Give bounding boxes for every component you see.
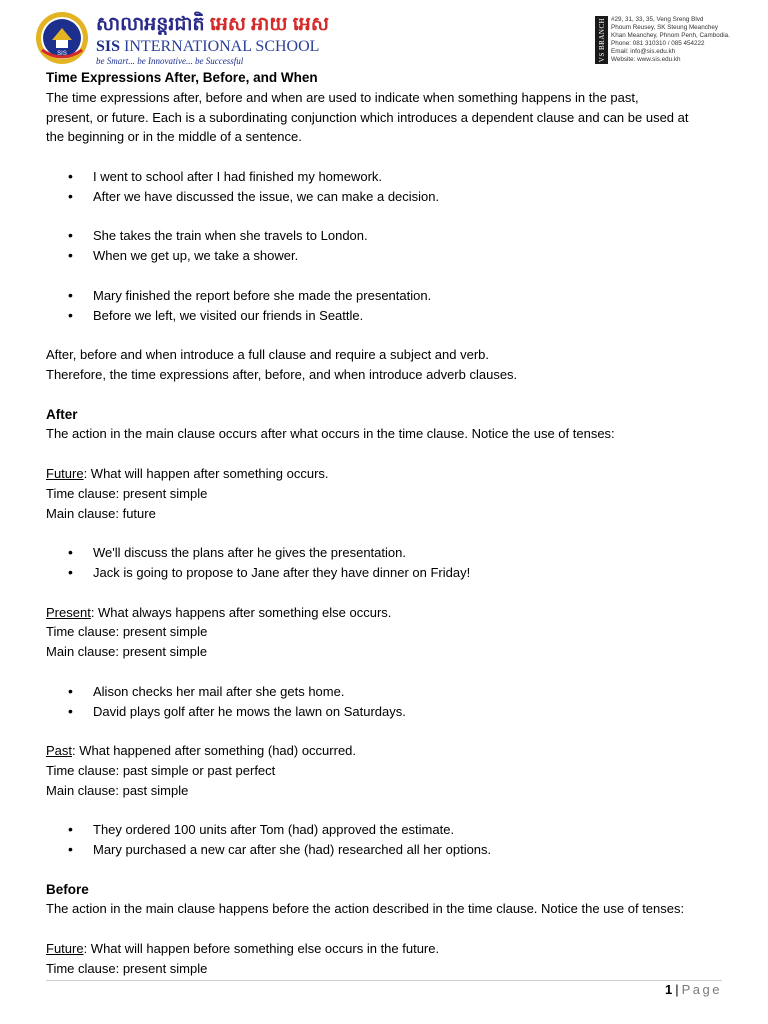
school-tagline: be Smart... be Innovative... be Successful <box>96 56 244 66</box>
time-clause: Time clause: past simple or past perfect <box>46 762 276 778</box>
intro-line: the beginning or in the middle of a sentence. <box>46 129 302 145</box>
tense-desc: : What will happen before something else occurs in the future. <box>83 941 440 957</box>
tense-present-after <box>46 603 736 623</box>
example-list <box>46 543 736 583</box>
tense-past-after <box>46 741 736 761</box>
section-intro-before: The action in the main clause happens before the action described in the time clause. Notice the use of tenses: <box>46 901 685 917</box>
summary-line: Therefore, the time expressions after, before, and when introduce adverb clauses. <box>46 366 518 382</box>
example-list-before <box>46 286 736 326</box>
list-item: • Before we left, we visited our friends in Seattle. <box>46 306 736 326</box>
tense-label: Past <box>46 743 73 759</box>
tense-future-after <box>46 464 736 484</box>
school-address <box>611 16 730 63</box>
list-item: • Alison checks her mail after she gets home. <box>46 682 736 702</box>
address-line: Khan Meanchey, Phnom Penh, Cambodia. <box>611 31 730 39</box>
time-clause: Time clause: present simple <box>46 624 208 640</box>
website-line: Website: www.sis.edu.kh <box>611 55 681 63</box>
main-clause: Main clause: present simple <box>46 644 208 660</box>
footer-separator: | <box>675 982 679 997</box>
tense-label: Future <box>46 941 84 957</box>
logo-center-text: SIS <box>57 51 67 57</box>
list-item: • We'll discuss the plans after he gives the presentation. <box>46 543 736 563</box>
list-item: • Mary finished the report before she made the presentation. <box>46 286 736 306</box>
list-item: • Jack is going to propose to Jane after they have dinner on Friday! <box>46 563 736 583</box>
example-list <box>46 820 736 860</box>
list-item: • She takes the train when she travels to London. <box>46 226 736 246</box>
phone-line: Phone: 081 310310 / 085 454222 <box>611 39 705 47</box>
khmer-name-sis: អេស អាយ អេស <box>209 14 329 35</box>
time-clause: Time clause: present simple <box>46 960 208 976</box>
time-clause: Time clause: present simple <box>46 485 208 501</box>
document-title: Time Expressions After, Before, and When <box>46 70 318 85</box>
school-name-rest: INTERNATIONAL SCHOOL <box>120 38 320 55</box>
school-name-block <box>96 14 329 66</box>
tense-desc: : What will happen after something occurs. <box>83 465 329 481</box>
page-word: Page <box>681 982 722 997</box>
list-item: • After we have discussed the issue, we can make a decision. <box>46 187 736 207</box>
list-item: • Mary purchased a new car after she (had) researched all her options. <box>46 840 736 860</box>
school-name <box>96 38 326 56</box>
tense-desc: : What always happens after something else occurs. <box>90 604 392 620</box>
intro-line: present, or future. Each is a subordinating conjunction which introduces a dependent clause and can be used at <box>46 109 689 125</box>
school-name-abbr: SIS <box>96 38 121 55</box>
address-line: Phoum Reusey, SK Steung Meanchey <box>611 23 718 31</box>
tense-desc: : What happened after something (had) occurred. <box>72 743 357 759</box>
example-list-when <box>46 226 736 266</box>
example-list <box>46 682 736 722</box>
main-clause: Main clause: past simple <box>46 782 189 798</box>
section-heading-after: After <box>46 406 78 422</box>
school-crest-icon <box>30 10 94 66</box>
document-body <box>46 68 736 979</box>
section-intro-after: The action in the main clause occurs after what occurs in the time clause. Notice the use of tenses: <box>46 426 615 442</box>
main-clause: Main clause: future <box>46 505 156 521</box>
email-line: Email: info@sis.edu.kh <box>611 47 676 55</box>
khmer-name-main: សាលាអន្តរជាតិ <box>96 14 205 35</box>
branch-tag-label: VS BRANCH <box>597 17 606 63</box>
tense-label: Present <box>46 604 91 620</box>
example-list-after <box>46 167 736 207</box>
list-item: • I went to school after I had finished my homework. <box>46 167 736 187</box>
branch-tag <box>595 16 608 64</box>
list-item: • David plays golf after he mows the lawn on Saturdays. <box>46 702 736 722</box>
khmer-school-name <box>96 14 329 36</box>
intro-line: The time expressions after, before and when are used to indicate when something happens in the past, <box>46 89 639 105</box>
footer-divider <box>46 980 722 981</box>
list-item: • When we get up, we take a shower. <box>46 246 736 266</box>
summary-line: After, before and when introduce a full clause and require a subject and verb. <box>46 347 490 363</box>
section-heading-before: Before <box>46 881 89 897</box>
page-footer <box>665 982 722 997</box>
school-logo <box>30 10 94 71</box>
list-item: • They ordered 100 units after Tom (had) approved the estimate. <box>46 820 736 840</box>
page-number: 1 <box>665 982 673 997</box>
tense-future-before <box>46 939 736 959</box>
tense-label: Future <box>46 465 84 481</box>
address-line: #29, 31, 33, 35, Veng Sreng Blvd <box>611 16 704 23</box>
